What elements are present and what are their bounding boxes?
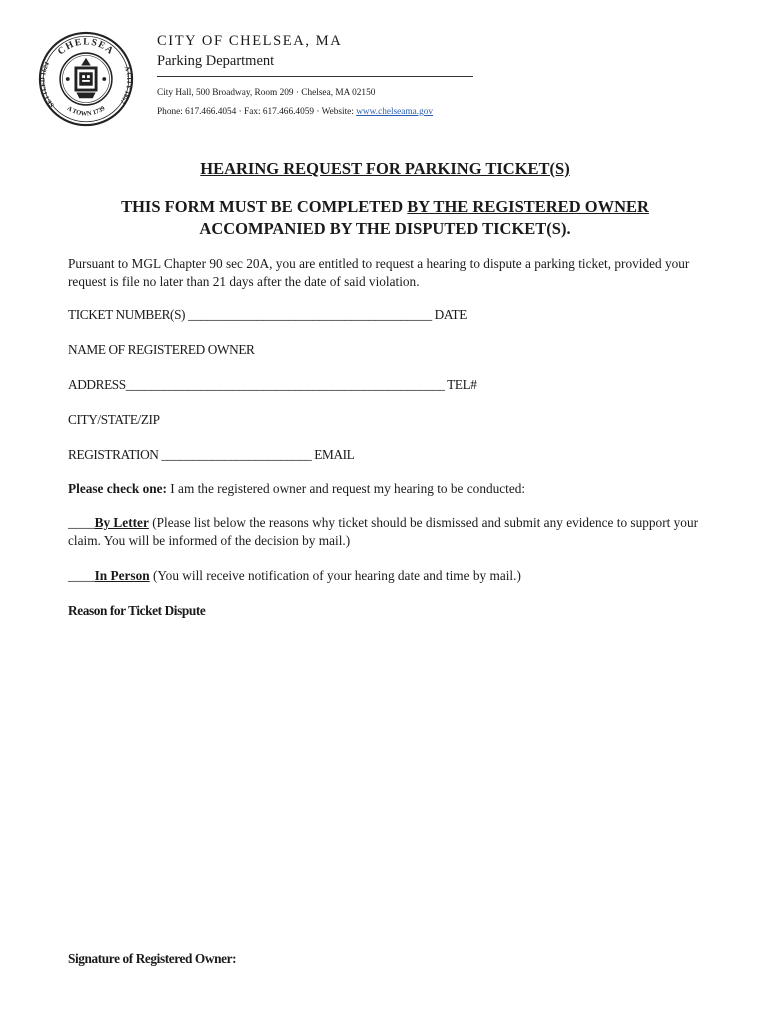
reason-field[interactable] [68, 602, 708, 620]
notice-line-2: ACCOMPANIED BY THE DISPUTED TICKET(S). [199, 219, 571, 238]
ticket-number-field[interactable]: TICKET NUMBER(S) _______________________________________ DATE [68, 307, 468, 322]
svg-text:CHELSEA: CHELSEA [55, 36, 117, 58]
check-one-label: Please check one: [68, 481, 167, 496]
by-letter-checkbox[interactable]: ____ [68, 515, 95, 530]
svg-text:SETTLED 1624: SETTLED 1624 [39, 61, 56, 109]
check-one-text: I am the registered owner and request my hearing to be conducted: [166, 481, 526, 496]
notice-text: THIS FORM MUST BE COMPLETED [121, 197, 408, 216]
city-state-zip-field[interactable]: CITY/STATE/ZIP [68, 412, 160, 427]
by-letter-option[interactable] [68, 514, 698, 550]
contact-line [157, 106, 473, 118]
owner-name-field[interactable]: NAME OF REGISTERED OWNER [68, 342, 255, 357]
office-address: City Hall, 500 Broadway, Room 209 · Chelsea, MA 02150 [157, 88, 376, 98]
reason-label: Reason for Ticket Dispute [68, 603, 206, 618]
phone-fax: Phone: 617.466.4054 · Fax: 617.466.4059 · Website: [157, 107, 357, 117]
form-title: HEARING REQUEST FOR PARKING TICKET(S) [200, 159, 570, 178]
address-field[interactable]: ADDRESS___________________________________________________ TEL# [68, 377, 477, 392]
signature-label: Signature of Registered Owner: [68, 951, 237, 966]
in-person-checkbox[interactable]: ____ [68, 568, 95, 583]
check-one-line [68, 480, 708, 498]
city-name: CITY OF CHELSEA, MA [157, 33, 343, 49]
signature-field[interactable] [68, 950, 708, 968]
by-letter-description: (Please list below the reasons why ticket should be dismissed and submit any evidence to support your claim. You will be informed of the decision by mail.) [68, 515, 699, 548]
notice-line-1 [0, 197, 770, 217]
svg-text:A TOWN 1739: A TOWN 1739 [65, 105, 107, 118]
by-letter-label: By Letter [94, 515, 149, 530]
in-person-option[interactable] [68, 567, 708, 585]
registration-email-field[interactable]: REGISTRATION ________________________ EMAIL [68, 447, 355, 462]
website-link[interactable]: www.chelseama.gov [356, 107, 434, 117]
notice-emphasis: BY THE REGISTERED OWNER [407, 197, 649, 216]
header-divider [157, 76, 473, 77]
intro-paragraph: Pursuant to MGL Chapter 90 sec 20A, you are entitled to request a hearing to dispute a parking ticket, provided your request is file no later than 21 days after the date of said violation. [68, 256, 690, 289]
letterhead [157, 31, 473, 118]
department-name: Parking Department [157, 53, 275, 69]
in-person-label: In Person [94, 568, 150, 583]
svg-text:A CITY 1857: A CITY 1857 [118, 65, 133, 105]
city-seal [38, 31, 134, 127]
in-person-description: (You will receive notification of your hearing date and time by mail.) [149, 568, 521, 583]
